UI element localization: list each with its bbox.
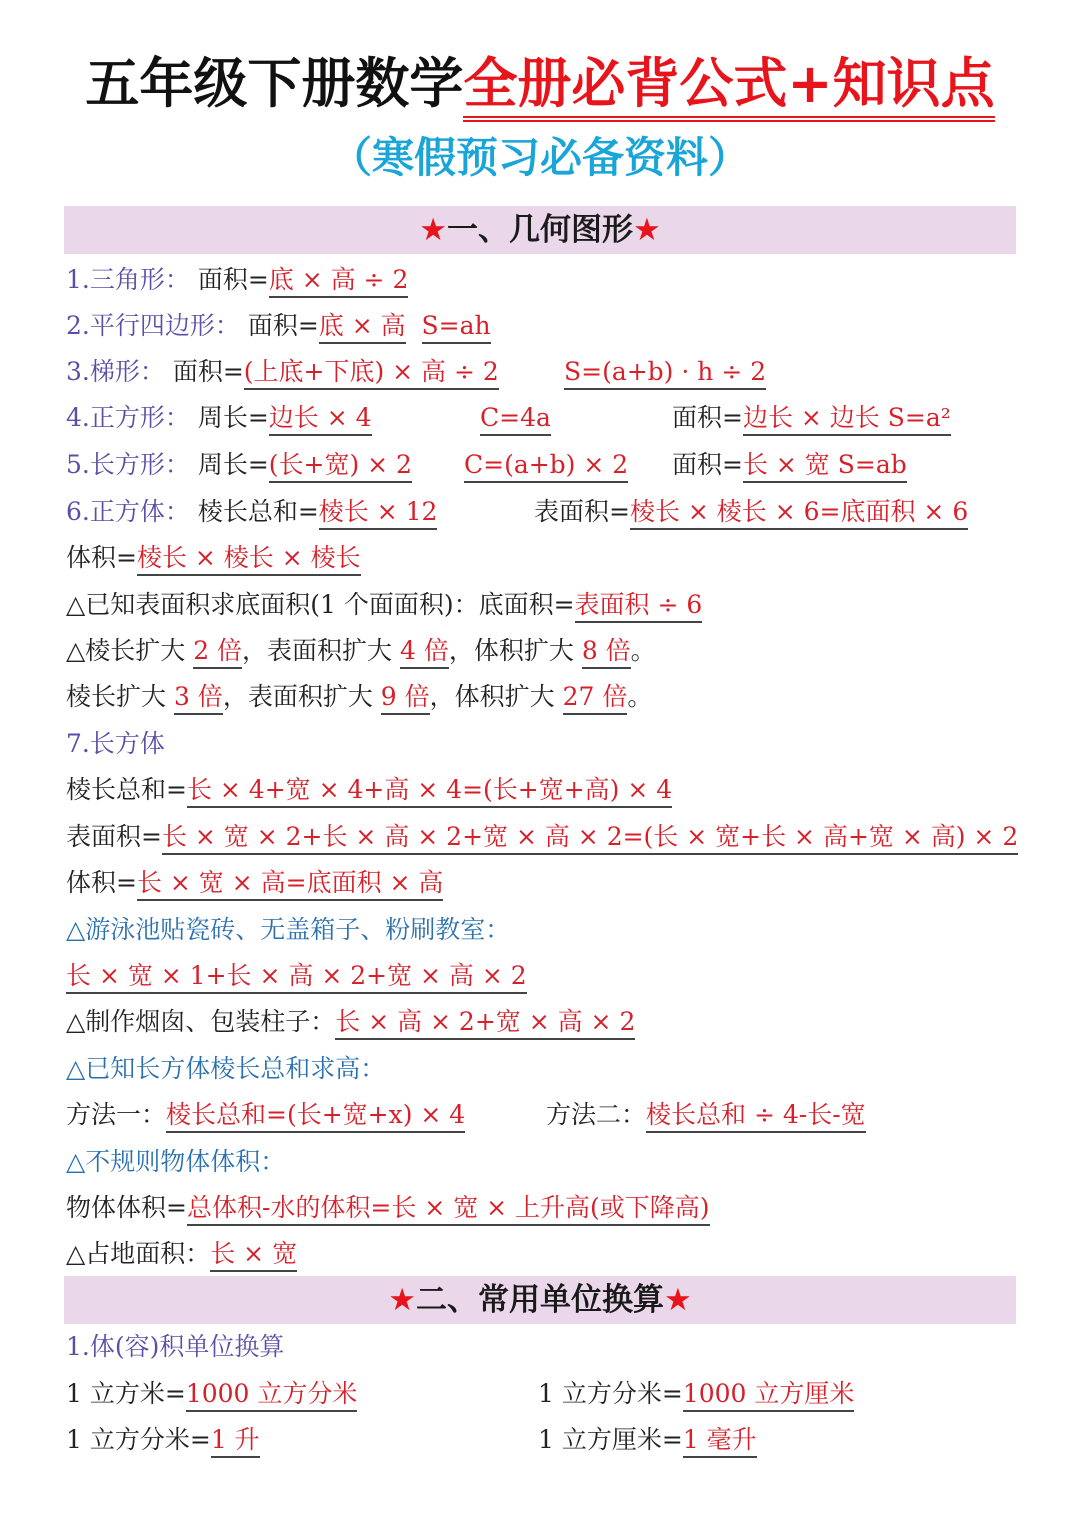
unit-conversion-2a [66,1420,260,1460]
formula-trapezoid [66,352,499,392]
note-height: △已知长方体棱长总和求高： [66,1054,386,1083]
item-text: ，表面积扩大 [222,682,381,711]
formula-cuboid-volume [66,863,443,903]
title-highlight: 全册必背公式+知识点 [463,52,994,122]
formula-value: 长 × 宽 × 高=底面积 × 高 [137,868,443,901]
formula-parallelogram [66,306,491,346]
note-pool: △游泳池贴瓷砖、无盖箱子、粉刷教室： [66,915,511,944]
page-title [0,48,1080,122]
section-title: 二、常用单位换算 [416,1282,664,1318]
formula-rectangle-perimeter-symbolic [464,445,628,485]
formula-height-method2 [546,1095,866,1135]
item-label-volume-units: 1.体(容)积单位换算 [66,1332,285,1361]
formula-value: 棱长 × 12 [319,497,438,530]
item-text: 体积= [66,868,137,897]
item-text: 表面积= [534,497,630,526]
formula-symbolic: S=(a+b) · h ÷ 2 [564,357,766,390]
item-label: 2.平行四边形： [66,311,240,340]
item-label: 4.正方形： [66,403,190,432]
item-text: 方法二： [546,1100,647,1129]
formula-value: 底 × 高 [319,311,406,344]
item-text: △占地面积： [66,1239,211,1268]
formula-value: 棱长 × 棱长 × 棱长 [137,543,361,576]
formula-symbolic: C=(a+b) × 2 [464,450,628,483]
item-text: 表面积= [66,822,162,851]
item-text: 周长= [197,450,269,479]
formula-cuboid-surface [66,817,1018,857]
formula-value: 底 × 高 ÷ 2 [269,265,409,298]
title-main: 五年级下册数学 [85,52,464,115]
item-text: 面积= [172,357,244,386]
formula-value: (上底+下底) × 高 ÷ 2 [244,357,499,390]
item-text: 面积= [672,403,743,432]
formula-cuboid-edges [66,770,672,810]
formula-value: (长+宽) × 2 [269,450,412,483]
item-text: 周长= [197,403,269,432]
scale-value: 8 倍 [582,636,631,669]
formula-value: 棱长总和=(长+宽+x) × 4 [166,1100,465,1133]
formula-square-area [672,398,951,438]
item-text: 1 立方分米= [538,1379,683,1408]
formula-rectangle-area [672,445,907,485]
item-label: 6.正方体： [66,497,190,526]
star-icon: ★ [419,212,447,248]
item-label-cuboid: 7.长方体 [66,729,165,758]
formula-triangle [66,260,408,300]
formula-value: 边长 × 4 [269,403,372,436]
formula-value: 1 毫升 [683,1425,757,1458]
page-subtitle: （寒假预习必备资料） [329,133,750,182]
item-text: 棱长总和= [197,497,319,526]
formula-value: 长 × 宽 [210,1239,297,1272]
scale-value: 3 倍 [174,682,223,715]
scale-value: 27 倍 [563,682,628,715]
item-text: 面积= [247,311,319,340]
item-text: 面积= [197,265,269,294]
item-text: 。 [630,636,656,665]
formula-value: 1000 立方厘米 [683,1379,855,1412]
formula-height-method1 [66,1095,465,1135]
formula-value: 长 × 宽 S=ab [743,450,907,483]
item-label: 3.梯形： [66,357,165,386]
section-banner-units [64,1276,1016,1324]
formula-pool [66,956,527,996]
formula-rectangle [66,445,412,485]
formula-value: 表面积 ÷ 6 [575,590,703,623]
item-label: 1.三角形： [66,265,190,294]
item-text: ，体积扩大 [448,636,582,665]
item-text: 1 立方厘米= [538,1425,683,1454]
formula-cube-volume [66,538,361,578]
formula-value: 长 × 高 × 2+宽 × 高 × 2 [335,1007,635,1040]
formula-value: 1 升 [211,1425,260,1458]
formula-value: 1000 立方分米 [186,1379,358,1412]
unit-conversion-1a [66,1374,357,1414]
formula-trapezoid-symbolic [564,352,766,392]
item-text: ，表面积扩大 [242,636,400,665]
formula-value: 棱长总和 ÷ 4-长-宽 [646,1100,866,1133]
scale-value: 9 倍 [381,682,430,715]
star-icon: ★ [388,1282,416,1318]
star-icon: ★ [633,212,661,248]
formula-value: 总体积-水的体积=长 × 宽 × 上升高(或下降高) [187,1193,710,1226]
formula-square-perimeter-symbolic [480,398,551,438]
item-text: △棱长扩大 [66,636,194,665]
scale-value: 4 倍 [400,636,449,669]
formula-land-area [66,1234,297,1274]
item-text: 体积= [66,543,137,572]
formula-value: 长 × 宽 × 2+长 × 高 × 2+宽 × 高 × 2=(长 × 宽+长 × 高+宽 × 高) × 2 [162,822,1018,855]
formula-irregular [66,1188,710,1228]
cube-scale-2x [66,631,656,671]
item-text: ，体积扩大 [429,682,563,711]
formula-cube-surface [534,492,968,532]
item-text: 物体体积= [66,1193,187,1222]
star-icon: ★ [664,1282,692,1318]
note-irregular: △不规则物体体积： [66,1147,286,1176]
item-text: 方法一： [66,1100,167,1129]
formula-square [66,398,372,438]
formula-cube-edges [66,492,437,532]
formula-value: 长 × 宽 × 1+长 × 高 × 2+宽 × 高 × 2 [66,961,527,994]
formula-chimney [66,1002,635,1042]
formula-cube-base-area [66,585,702,625]
item-text: 棱长扩大 [66,682,174,711]
formula-symbolic: C=4a [480,403,551,436]
cube-scale-3x [66,677,652,717]
item-label: 5.长方形： [66,450,190,479]
item-text: 。 [627,682,653,711]
section-title: 一、几何图形 [447,212,633,248]
item-text: 棱长总和= [66,775,187,804]
item-text: △已知表面积求底面积(1 个面面积)：底面积= [66,590,575,619]
item-text: 1 立方分米= [66,1425,211,1454]
section-banner-geometry [64,206,1016,254]
item-text: 1 立方米= [66,1379,186,1408]
formula-value: 长 × 4+宽 × 4+高 × 4=(长+宽+高) × 4 [187,775,672,808]
formula-symbolic: S=ah [422,311,491,344]
unit-conversion-1b [538,1374,854,1414]
formula-value: 棱长 × 棱长 × 6=底面积 × 6 [630,497,968,530]
formula-value: 边长 × 边长 S=a² [743,403,951,436]
item-text: 面积= [672,450,743,479]
unit-conversion-2b [538,1420,757,1460]
item-text: △制作烟囱、包装柱子： [66,1007,336,1036]
scale-value: 2 倍 [193,636,242,669]
